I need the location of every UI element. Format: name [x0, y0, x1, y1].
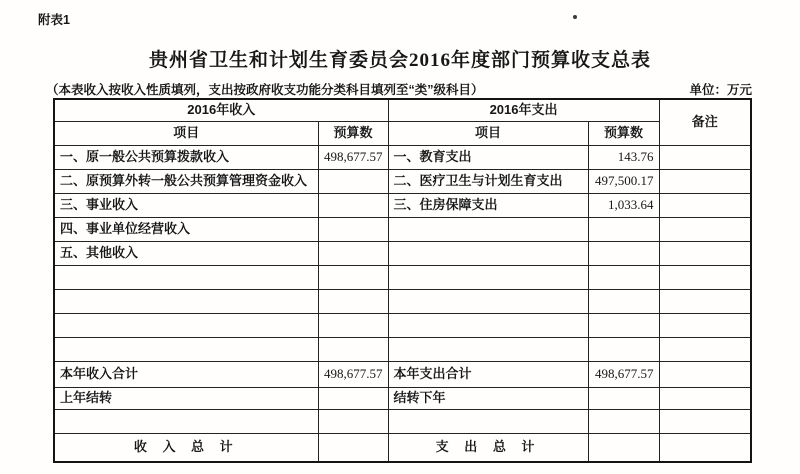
table-row-empty: [54, 289, 751, 313]
expense-value-cell: 497,500.17: [588, 169, 659, 193]
remark-cell: [659, 409, 751, 433]
expense-value-cell: [588, 265, 659, 289]
expense-value-cell: [588, 289, 659, 313]
income-value-cell: [318, 169, 388, 193]
expense-item-cell: [388, 241, 588, 265]
table-row: [54, 145, 751, 169]
income-value-cell: [318, 241, 388, 265]
income-item-cell: [54, 289, 318, 313]
expense-item-cell: [388, 337, 588, 361]
remark-cell: [659, 241, 751, 265]
header-row-groups: [54, 99, 751, 121]
expense-item-cell: 本年支出合计: [388, 361, 588, 387]
remark-cell: [659, 313, 751, 337]
income-item-cell: 五、其他收入: [54, 241, 318, 265]
table-row-empty: [54, 337, 751, 361]
expense-value-cell: [588, 433, 659, 462]
income-group-header: 2016年收入: [54, 99, 388, 121]
unit-label: 单位：万元: [689, 83, 752, 97]
expense-item-cell: [388, 217, 588, 241]
expense-item-cell: 二、医疗卫生与计划生育支出: [388, 169, 588, 193]
expense-total-label-cell: 支 出 总 计: [388, 433, 588, 462]
income-budget-header: 预算数: [318, 121, 388, 145]
income-value-cell: [318, 409, 388, 433]
expense-item-cell: [388, 409, 588, 433]
meta-row: [46, 80, 752, 98]
expense-item-cell: 一、教育支出: [388, 145, 588, 169]
table-row-empty: [54, 313, 751, 337]
table-note: （本表收入按收入性质填列，支出按政府收支功能分类科目填列至“类”级科目）: [46, 83, 484, 97]
income-item-cell: 一、原一般公共预算拨款收入: [54, 145, 318, 169]
income-value-cell: [318, 387, 388, 409]
remark-cell: [659, 433, 751, 462]
table-row: [54, 241, 751, 265]
expense-budget-header: 预算数: [588, 121, 659, 145]
income-total-label-cell: 收 入 总 计: [54, 433, 318, 462]
expense-item-cell: 三、住房保障支出: [388, 193, 588, 217]
remark-cell: [659, 145, 751, 169]
table-row: [54, 193, 751, 217]
expense-value-cell: [588, 387, 659, 409]
expense-value-cell: [588, 409, 659, 433]
income-value-cell: 498,677.57: [318, 145, 388, 169]
expense-item-header: 项目: [388, 121, 588, 145]
income-item-cell: [54, 337, 318, 361]
income-item-cell: 三、事业收入: [54, 193, 318, 217]
income-value-cell: [318, 265, 388, 289]
expense-item-cell: 结转下年: [388, 387, 588, 409]
remark-cell: [659, 217, 751, 241]
table-row-subtotal: [54, 361, 751, 387]
income-value-cell: [318, 193, 388, 217]
income-item-header: 项目: [54, 121, 318, 145]
income-item-cell: [54, 313, 318, 337]
remark-cell: [659, 387, 751, 409]
table-row: [54, 169, 751, 193]
income-value-cell: [318, 313, 388, 337]
remark-cell: [659, 193, 751, 217]
expense-value-cell: [588, 337, 659, 361]
income-item-cell: [54, 265, 318, 289]
expense-value-cell: [588, 313, 659, 337]
page-title: 贵州省卫生和计划生育委员会2016年度部门预算收支总表: [148, 50, 651, 71]
expense-value-cell: [588, 241, 659, 265]
remark-cell: [659, 169, 751, 193]
expense-value-cell: 1,033.64: [588, 193, 659, 217]
table-row-empty: [54, 409, 751, 433]
expense-value-cell: 498,677.57: [588, 361, 659, 387]
income-item-cell: 本年收入合计: [54, 361, 318, 387]
expense-value-cell: [588, 217, 659, 241]
annex-label: 附表1: [38, 13, 70, 27]
scan-artifact-dot: [573, 15, 577, 19]
expense-item-cell: [388, 265, 588, 289]
income-item-cell: 上年结转: [54, 387, 318, 409]
remark-cell: [659, 265, 751, 289]
income-item-cell: [54, 409, 318, 433]
income-value-cell: [318, 217, 388, 241]
remarks-header: 备注: [659, 99, 751, 145]
table-row-empty: [54, 265, 751, 289]
table-row: [54, 217, 751, 241]
budget-table: [53, 98, 752, 463]
income-value-cell: [318, 289, 388, 313]
expense-item-cell: [388, 289, 588, 313]
income-value-cell: 498,677.57: [318, 361, 388, 387]
expense-value-cell: 143.76: [588, 145, 659, 169]
table-row-carryover: [54, 387, 751, 409]
income-item-cell: 四、事业单位经营收入: [54, 217, 318, 241]
income-value-cell: [318, 433, 388, 462]
header-row-columns: [54, 121, 751, 145]
income-item-cell: 二、原预算外转一般公共预算管理资金收入: [54, 169, 318, 193]
income-value-cell: [318, 337, 388, 361]
table-row-grand-total: [54, 433, 751, 462]
remark-cell: [659, 361, 751, 387]
expense-item-cell: [388, 313, 588, 337]
remark-cell: [659, 337, 751, 361]
remark-cell: [659, 289, 751, 313]
expense-group-header: 2016年支出: [388, 99, 659, 121]
